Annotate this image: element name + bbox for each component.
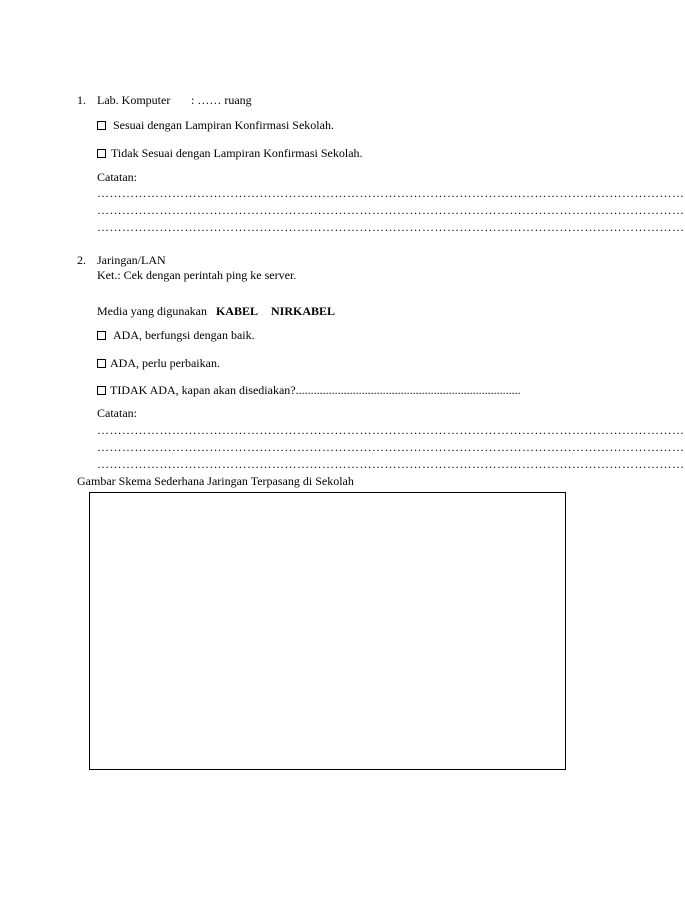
option-ada-perbaikan[interactable] [97, 356, 220, 370]
notes-line[interactable]: …………………………………………………………………………………………………………………………… [97, 220, 685, 234]
section1-number: 1. [77, 93, 86, 107]
section2-notes-label: Catatan: [97, 406, 137, 420]
notes-line[interactable]: …………………………………………………………………………………………………………………………… [97, 440, 685, 454]
section1-notes-label: Catatan: [97, 170, 137, 184]
notes-line[interactable]: …………………………………………………………………………………………………………………………… [97, 457, 685, 471]
checkbox-icon[interactable] [97, 149, 106, 158]
option-label: ADA, berfungsi dengan baik. [113, 328, 255, 342]
option-label: TIDAK ADA, kapan akan disediakan?........................................................................... [110, 383, 521, 397]
option-tidak-sesuai[interactable] [97, 146, 363, 160]
section2-number: 2. [77, 253, 86, 267]
section1-value: : …… ruang [191, 93, 252, 107]
diagram-caption: Gambar Skema Sederhana Jaringan Terpasang di Sekolah [77, 474, 354, 488]
checkbox-icon[interactable] [97, 121, 106, 130]
section1-title: Lab. Komputer [97, 93, 171, 107]
option-label: ADA, perlu perbaikan. [110, 356, 220, 370]
checkbox-icon[interactable] [97, 386, 106, 395]
checkbox-icon[interactable] [97, 331, 106, 340]
option-ada-baik[interactable] [97, 328, 255, 342]
diagram-drawing-area[interactable] [89, 492, 566, 770]
notes-line[interactable]: …………………………………………………………………………………………………………………………… [97, 186, 685, 200]
media-option-nirkabel[interactable]: NIRKABEL [270, 304, 335, 318]
option-sesuai[interactable] [97, 118, 334, 132]
media-row [97, 304, 335, 318]
section2-title: Jaringan/LAN [97, 253, 166, 267]
notes-line[interactable]: …………………………………………………………………………………………………………………………… [97, 423, 685, 437]
option-label: Sesuai dengan Lampiran Konfirmasi Sekolah. [113, 118, 334, 132]
section2-hint: Ket.: Cek dengan perintah ping ke server. [97, 268, 297, 282]
media-label: Media yang digunakan [97, 304, 207, 318]
media-option-kabel[interactable]: KABEL [215, 304, 258, 318]
checkbox-icon[interactable] [97, 359, 106, 368]
option-label: Tidak Sesuai dengan Lampiran Konfirmasi Sekolah. [111, 146, 363, 160]
notes-line[interactable]: …………………………………………………………………………………………………………………………… [97, 203, 685, 217]
option-tidak-ada[interactable] [97, 383, 559, 397]
